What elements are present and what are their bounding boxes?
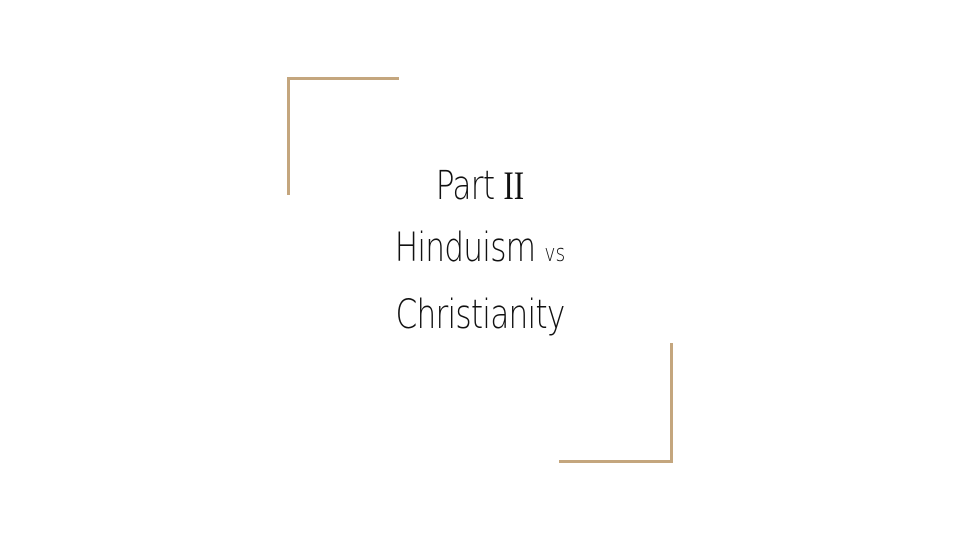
slide-title [300,155,660,346]
title-line-2 [340,217,621,284]
title-line-1 [340,155,621,217]
title-vs: vs [544,239,566,267]
title-part-numeral: II [503,163,525,208]
title-hinduism: Hinduism [394,225,536,271]
corner-bracket-bottom-right [559,343,673,463]
title-part-word: Part [435,163,495,209]
title-line-3: Christianity [395,292,565,338]
